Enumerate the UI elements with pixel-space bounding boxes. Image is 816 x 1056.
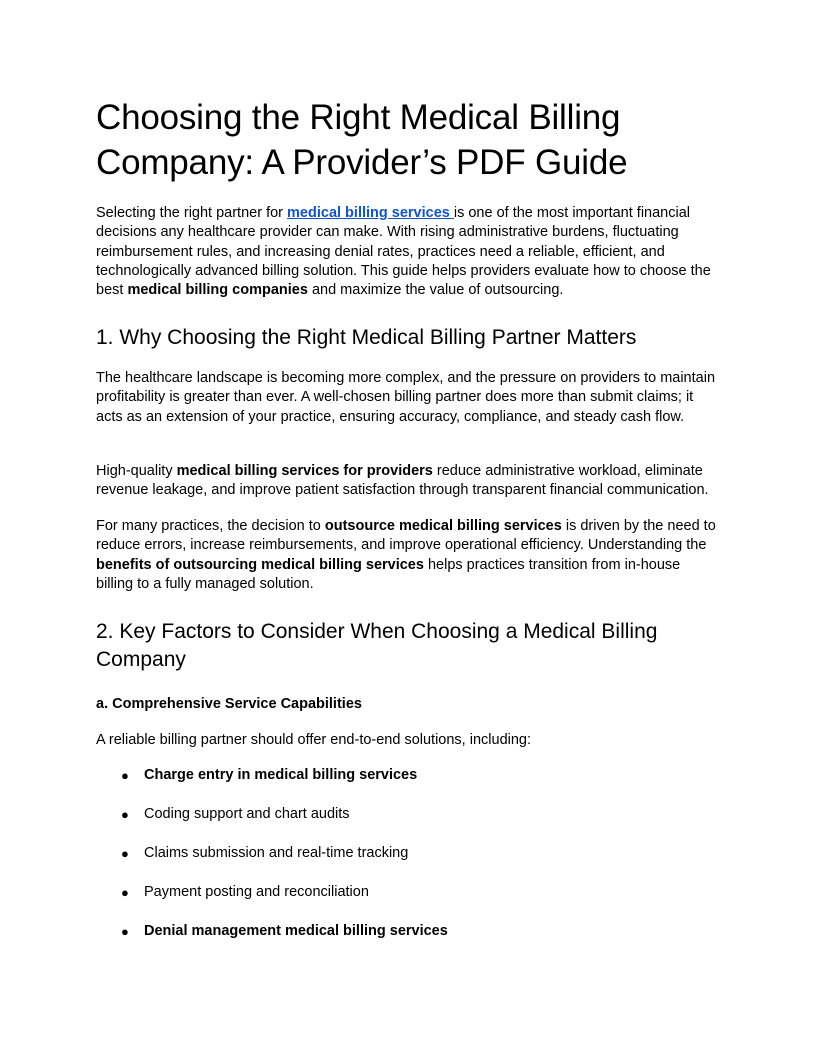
bullet-text: Charge entry in medical billing services	[144, 767, 418, 783]
section-1-paragraph-3	[96, 517, 720, 594]
bullet-dot-icon: ●	[121, 768, 129, 783]
service-bullet-list	[96, 766, 720, 961]
document-title: Choosing the Right Medical Billing Company: A Provider’s PDF Guide	[96, 98, 628, 182]
bullet-dot-icon: ●	[121, 885, 129, 900]
intro-bold-text: medical billing companies	[127, 282, 308, 299]
section-2-lead: A reliable billing partner should offer end-to-end solutions, including:	[96, 732, 532, 748]
bullet-dot-icon: ●	[121, 846, 129, 861]
p3-text-start: For many practices, the decision to	[96, 518, 325, 534]
bullet-dot-icon: ●	[121, 924, 129, 939]
section-2-subheading: a. Comprehensive Service Capabilities	[96, 696, 362, 712]
intro-text-start: Selecting the right partner for	[96, 205, 288, 221]
p2-text-start: High-quality	[96, 463, 177, 479]
bullet-item	[96, 922, 720, 961]
p2-bold-text: medical billing services for providers	[176, 463, 433, 479]
medical-billing-services-link[interactable]: medical billing services	[287, 205, 454, 221]
p2-text-end: reduce administrative workload, eliminate revenue leakage, and improve patient satisfaction through transparent financial communication.	[96, 463, 709, 499]
bullet-item	[96, 844, 720, 883]
p3-bold-text-2: benefits of outsourcing medical billing services	[96, 556, 424, 573]
section-1-paragraph-1: The healthcare landscape is becoming more complex, and the pressure on providers to maintain profitability is greater than ever. A well-chosen billing partner does more than submit claims; it acts as an extension of your practice, ensuring accuracy, compliance, and steady cash flow.	[96, 370, 716, 425]
section-1-paragraph-2	[96, 462, 720, 501]
intro-text-middle: is one of the most important financial decisions any healthcare provider can make. With rising administrative burdens, fluctuating reimbursement rules, and increasing denial rates, practices need a reliable, efficient, and technologically advanced billing solution. This guide helps providers evaluate how to choose the best	[96, 205, 711, 299]
intro-text-end: and maximize the value of outsourcing.	[307, 282, 564, 299]
intro-paragraph	[96, 204, 720, 300]
p3-bold-text-1: outsource medical billing services	[324, 518, 562, 534]
p3-text-end: helps practices transition from in-house billing to a fully managed solution.	[96, 556, 681, 592]
p3-text-middle: is driven by the need to reduce errors, increase reimbursements, and improve operational efficiency. Understanding the	[96, 518, 716, 554]
bullet-dot-icon: ●	[121, 807, 129, 822]
bullet-text: Claims submission and real-time tracking	[144, 845, 409, 861]
bullet-item	[96, 766, 720, 805]
bullet-item	[96, 805, 720, 844]
section-1-heading: 1. Why Choosing the Right Medical Billing Partner Matters	[96, 326, 637, 349]
bullet-text: Denial management medical billing services	[144, 923, 448, 939]
bullet-text: Coding support and chart audits	[144, 806, 350, 822]
bullet-item	[96, 883, 720, 922]
bullet-text: Payment posting and reconciliation	[144, 884, 369, 900]
section-2-heading: 2. Key Factors to Consider When Choosing a Medical Billing Company	[96, 620, 658, 671]
